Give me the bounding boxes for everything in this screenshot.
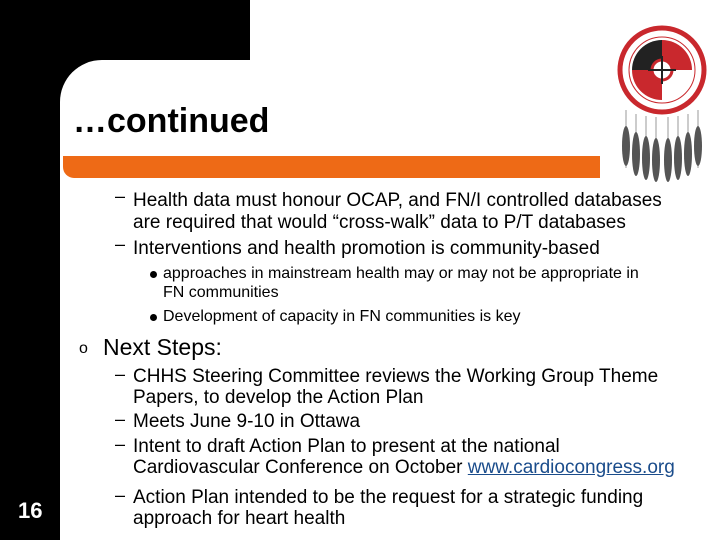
step-chhs-line2: Papers, to develop the Action Plan [133,387,424,408]
step-action-plan-line1: Action Plan intended to be the request for a strategic funding [133,487,644,508]
afn-logo-icon [612,18,712,183]
step-chhs-line1: CHHS Steering Committee reviews the Working Group Theme [133,366,659,387]
bullet-community-based: Interventions and health promotion is community-based [133,238,600,259]
dash-bullet-icon: – [115,434,126,454]
step-intent-line2 [133,457,675,478]
step-intent-line1: Intent to draft Action Plan to present at the national [133,436,560,457]
title-underline-bar [63,156,600,178]
dot-bullet-icon [150,314,157,321]
step-action-plan-line2: approach for heart health [133,508,346,529]
step-intent-text: Cardiovascular Conference on October [133,457,463,478]
dash-bullet-icon: – [115,364,126,384]
cardiocongress-link[interactable]: www.cardiocongress.org [467,457,675,478]
slide-title: …continued [73,102,270,140]
subbullet-approaches-line1: approaches in mainstream health may or may not be appropriate in [163,265,639,282]
dash-bullet-icon: – [115,234,126,254]
subbullet-capacity: Development of capacity in FN communities is key [163,308,521,325]
dash-bullet-icon: – [115,485,126,505]
dot-bullet-icon [150,271,157,278]
subbullet-approaches-line2: FN communities [163,284,279,301]
bullet-ocap-line2: are required that would “cross-walk” data to P/T databases [133,212,626,233]
dash-bullet-icon: – [115,409,126,429]
slide-number: 16 [18,498,43,523]
step-meets-june: Meets June 9-10 in Ottawa [133,411,361,432]
dash-bullet-icon: – [115,186,126,206]
next-steps-heading: Next Steps: [103,334,222,360]
bullet-ocap-line1: Health data must honour OCAP, and FN/I controlled databases [133,190,662,211]
ring-bullet-icon: o [79,340,88,357]
